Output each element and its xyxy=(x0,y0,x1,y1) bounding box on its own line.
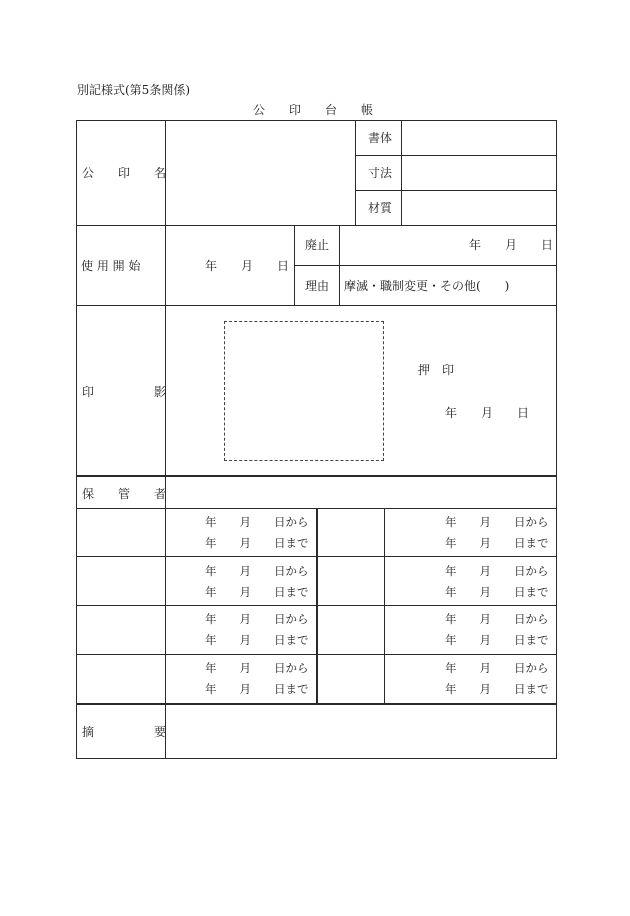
period-3-right-to: 年 月 日まで xyxy=(445,633,549,647)
period-2-left-to: 年 月 日まで xyxy=(205,585,309,599)
row-divider-usage xyxy=(76,305,557,306)
attr-row-divider-1 xyxy=(355,155,557,156)
usage-start-date: 年 月 日 xyxy=(205,259,290,273)
attr-divider-right xyxy=(401,120,402,226)
period-4-right-to: 年 月 日まで xyxy=(445,682,549,696)
period-1-right-from: 年 月 日から xyxy=(445,515,549,529)
period-4-left-to: 年 月 日まで xyxy=(205,682,309,696)
row-divider-impression xyxy=(76,475,557,477)
period-3-left-from: 年 月 日から xyxy=(205,612,309,626)
period-3-right-from: 年 月 日から xyxy=(445,612,549,626)
period-2-right-from: 年 月 日から xyxy=(445,564,549,578)
table-border-right xyxy=(556,120,557,759)
stamp-area xyxy=(224,321,384,461)
stamp-date: 年 月 日 xyxy=(445,406,530,420)
custodian-label: 保 管 者 xyxy=(82,487,167,501)
stamp-label: 押 印 xyxy=(418,363,455,377)
size-label: 寸法 xyxy=(368,166,393,180)
impression-label: 印 影 xyxy=(82,385,167,399)
style-label: 書体 xyxy=(368,131,393,145)
table-border-bottom xyxy=(76,758,557,759)
usage-start-label: 使 用 開 始 xyxy=(81,259,141,273)
table-border-top xyxy=(76,120,557,121)
summary-label: 摘 要 xyxy=(82,725,167,739)
period-divider-1 xyxy=(316,508,318,704)
period-4-left-from: 年 月 日から xyxy=(205,661,309,675)
form-label: 別記様式(第5条関係) xyxy=(77,83,190,97)
row-divider-seal xyxy=(76,225,557,226)
period-2-left-from: 年 月 日から xyxy=(205,564,309,578)
label-column-divider xyxy=(165,120,166,759)
period-divider-2 xyxy=(384,508,385,704)
table-border-left xyxy=(76,120,77,759)
page-title: 公 印 台 帳 xyxy=(253,103,374,117)
reason-label: 理由 xyxy=(305,279,330,293)
attr-row-divider-2 xyxy=(355,190,557,191)
reason-text: 摩滅・職制変更・その他( ) xyxy=(344,279,510,293)
abolish-date: 年 月 日 xyxy=(469,238,554,252)
period-3-left-to: 年 月 日まで xyxy=(205,633,309,647)
period-4-right-from: 年 月 日から xyxy=(445,661,549,675)
seal-name-label: 公 印 名 xyxy=(82,166,167,180)
period-1-left-to: 年 月 日まで xyxy=(205,536,309,550)
abolish-label: 廃止 xyxy=(305,238,330,252)
material-label: 材質 xyxy=(368,201,393,215)
period-1-left-from: 年 月 日から xyxy=(205,515,309,529)
period-1-right-to: 年 月 日まで xyxy=(445,536,549,550)
usage-row-divider xyxy=(294,265,557,266)
attr-divider-left xyxy=(355,120,356,226)
period-2-right-to: 年 月 日まで xyxy=(445,585,549,599)
